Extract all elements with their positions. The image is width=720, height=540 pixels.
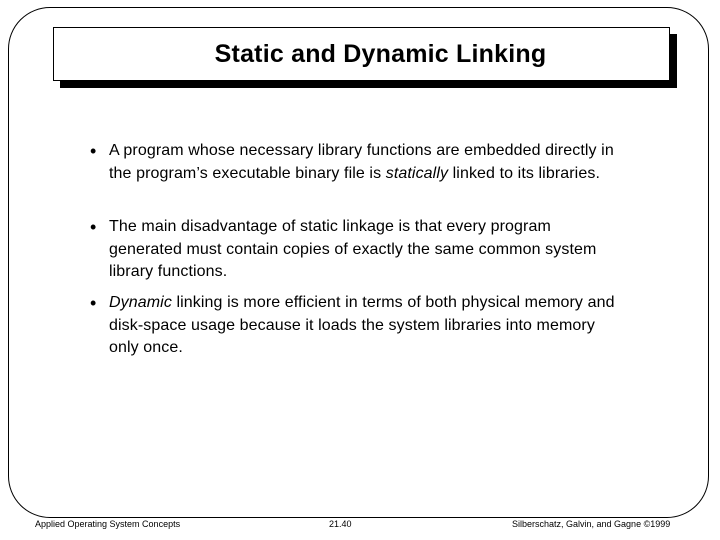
bullet-segment: linking is more efficient in terms of both physical memory and disk-space usage because it loads the system libraries into memory only once. [109,294,615,356]
bullet-text [109,140,619,185]
bullet-dot: • [90,217,97,237]
bullet-segment-emphasis: statically [385,164,449,182]
bullet-segment-emphasis: Dynamic [109,294,172,311]
bullet-dot: • [90,141,97,161]
bullet-text [109,292,619,360]
slide-title: Static and Dynamic Linking [214,39,547,68]
footer-page-number: 21.40 [329,519,352,529]
bullet-segment: linked to its libraries. [448,164,600,182]
bullet-segment: The main disadvantage of static linkage is that every program generated must contain copies of exactly the same common system library functions. [109,218,597,280]
footer-copyright: Silberschatz, Galvin, and Gagne ©1999 [512,519,671,529]
title-box [53,27,670,81]
bullet-segment: A program whose necessary library functions are embedded directly in the program’s executable binary file is [109,142,614,182]
bullet-dot: • [90,293,97,313]
bullet-text [109,216,619,284]
footer-course-title: Applied Operating System Concepts [35,519,181,529]
